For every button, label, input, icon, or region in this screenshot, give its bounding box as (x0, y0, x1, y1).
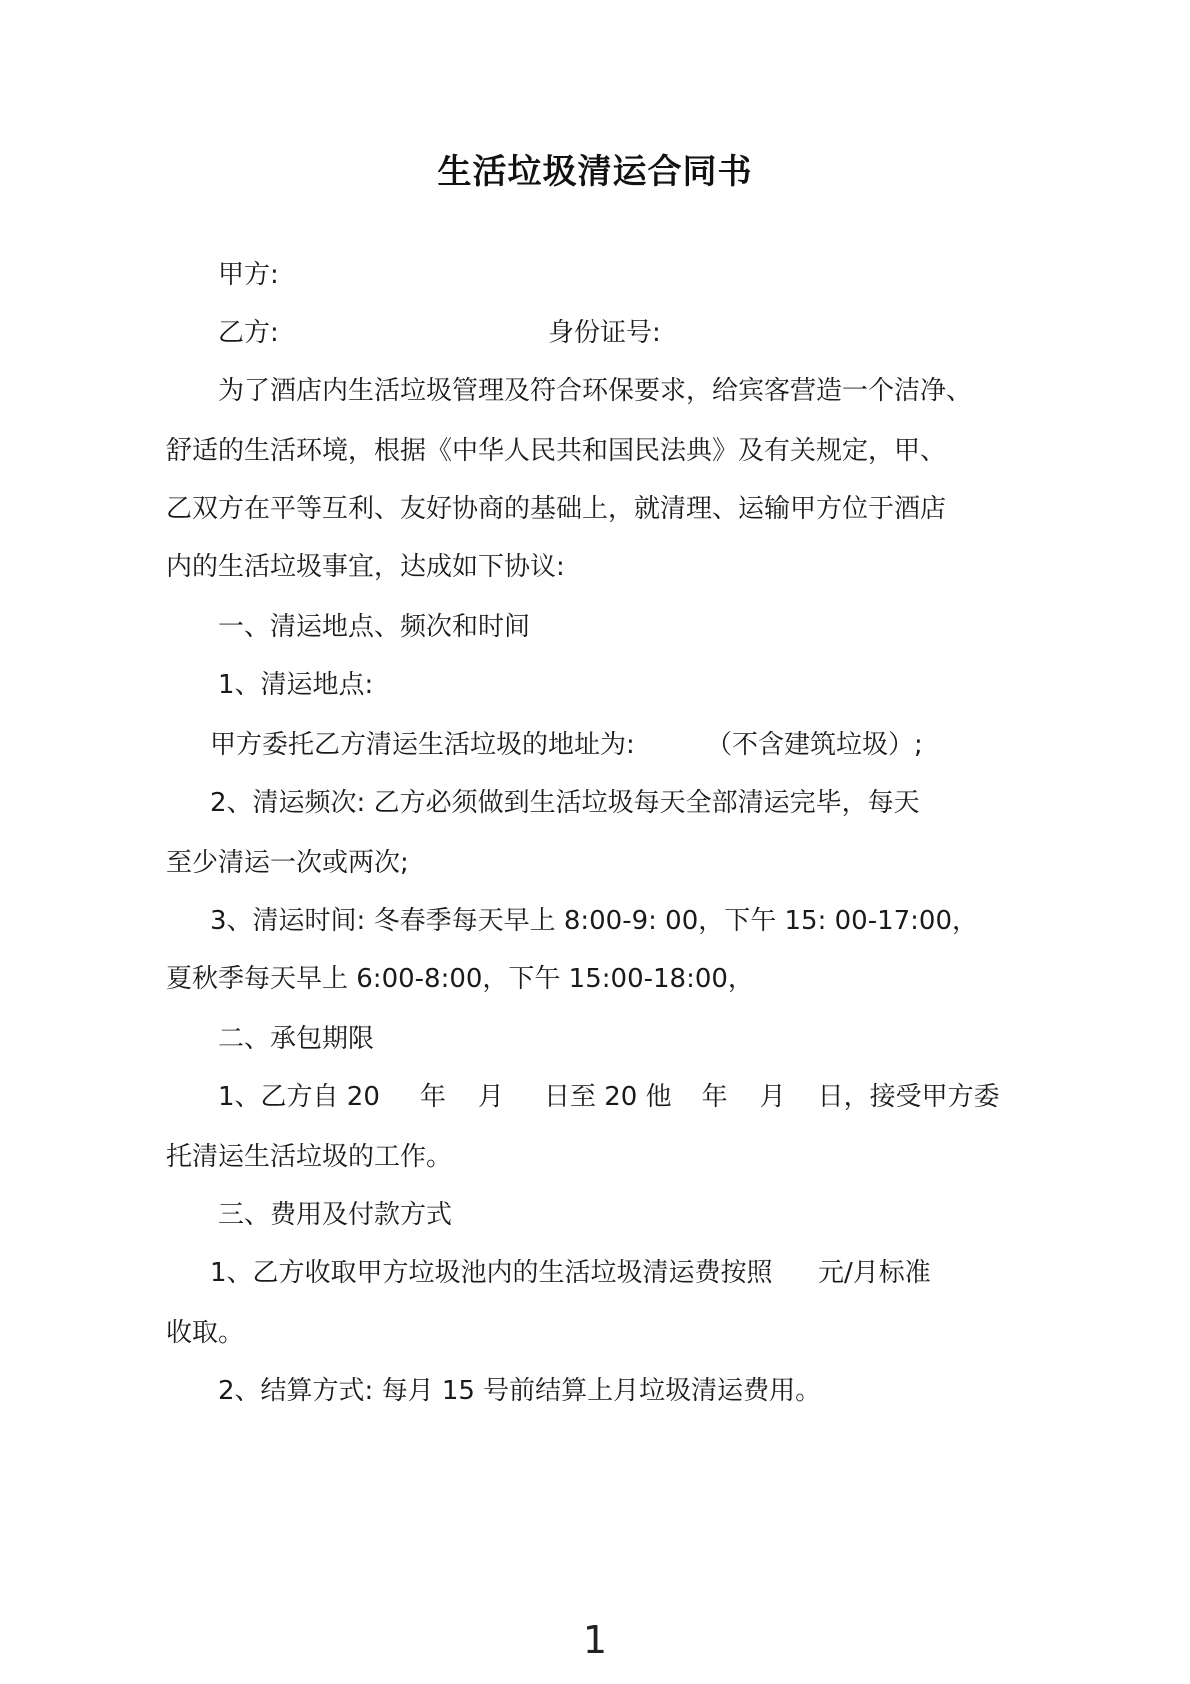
page-number: 1 (582, 1618, 608, 1662)
term-end-month-unit: 月 (759, 1082, 786, 1112)
term-start-month-unit: 月 (477, 1082, 504, 1112)
party-a-label: 甲方: (218, 260, 279, 290)
intro-line: 乙双方在平等互利、友好协商的基础上，就清理、运输甲方位于酒店 (166, 494, 947, 524)
term-end-day-text: 日，接受甲方委 (817, 1082, 1000, 1112)
term-start-year-unit: 年 (419, 1082, 446, 1112)
section1-item3-line: 3、清运时间: 冬春季每天早上 8:00-9: 00，下午 15: 00-17:00， (210, 906, 979, 936)
intro-line: 内的生活垃圾事宜，达成如下协议: (166, 552, 565, 582)
term-end-year-unit: 年 (701, 1082, 728, 1112)
section3-item1-line2: 收取。 (166, 1318, 245, 1348)
term-start-year: 1、乙方自 20 (218, 1082, 380, 1112)
section1-heading: 一、清运地点、频次和时间 (218, 612, 531, 642)
section3-item1-unit: 元/月标准 (818, 1258, 931, 1288)
section1-item2-line: 至少清运一次或两次; (166, 848, 409, 878)
term-start-day-and-end-year: 日至 20 他 (543, 1082, 672, 1112)
document-title: 生活垃圾清运合同书 (437, 152, 753, 192)
section1-item1-text: 甲方委托乙方清运生活垃圾的地址为: (210, 730, 635, 760)
section2-heading: 二、承包期限 (218, 1024, 375, 1054)
section3-item1-text: 1、乙方收取甲方垃圾池内的生活垃圾清运费按照 (210, 1258, 773, 1288)
id-number-label: 身份证号: (548, 318, 661, 348)
intro-line: 舒适的生活环境，根据《中华人民共和国民法典》及有关规定，甲、 (166, 436, 947, 466)
section1-item3-line: 夏秋季每天早上 6:00-8:00，下午 15:00-18:00， (166, 964, 754, 994)
section3-heading: 三、费用及付款方式 (218, 1200, 453, 1230)
section2-item1-line (218, 1080, 1000, 1114)
section2-item1-line2: 托清运生活垃圾的工作。 (166, 1142, 453, 1172)
section1-item1-note: （不含建筑垃圾）; (706, 730, 923, 760)
section3-item2: 2、结算方式: 每月 15 号前结算上月垃圾清运费用。 (218, 1376, 822, 1406)
section1-item1-label: 1、清运地点: (218, 670, 374, 700)
party-b-label: 乙方: (218, 318, 279, 348)
intro-line: 为了酒店内生活垃圾管理及符合环保要求，给宾客营造一个洁净、 (218, 376, 973, 406)
section1-item2-line: 2、清运频次: 乙方必须做到生活垃圾每天全部清运完毕，每天 (210, 788, 920, 818)
